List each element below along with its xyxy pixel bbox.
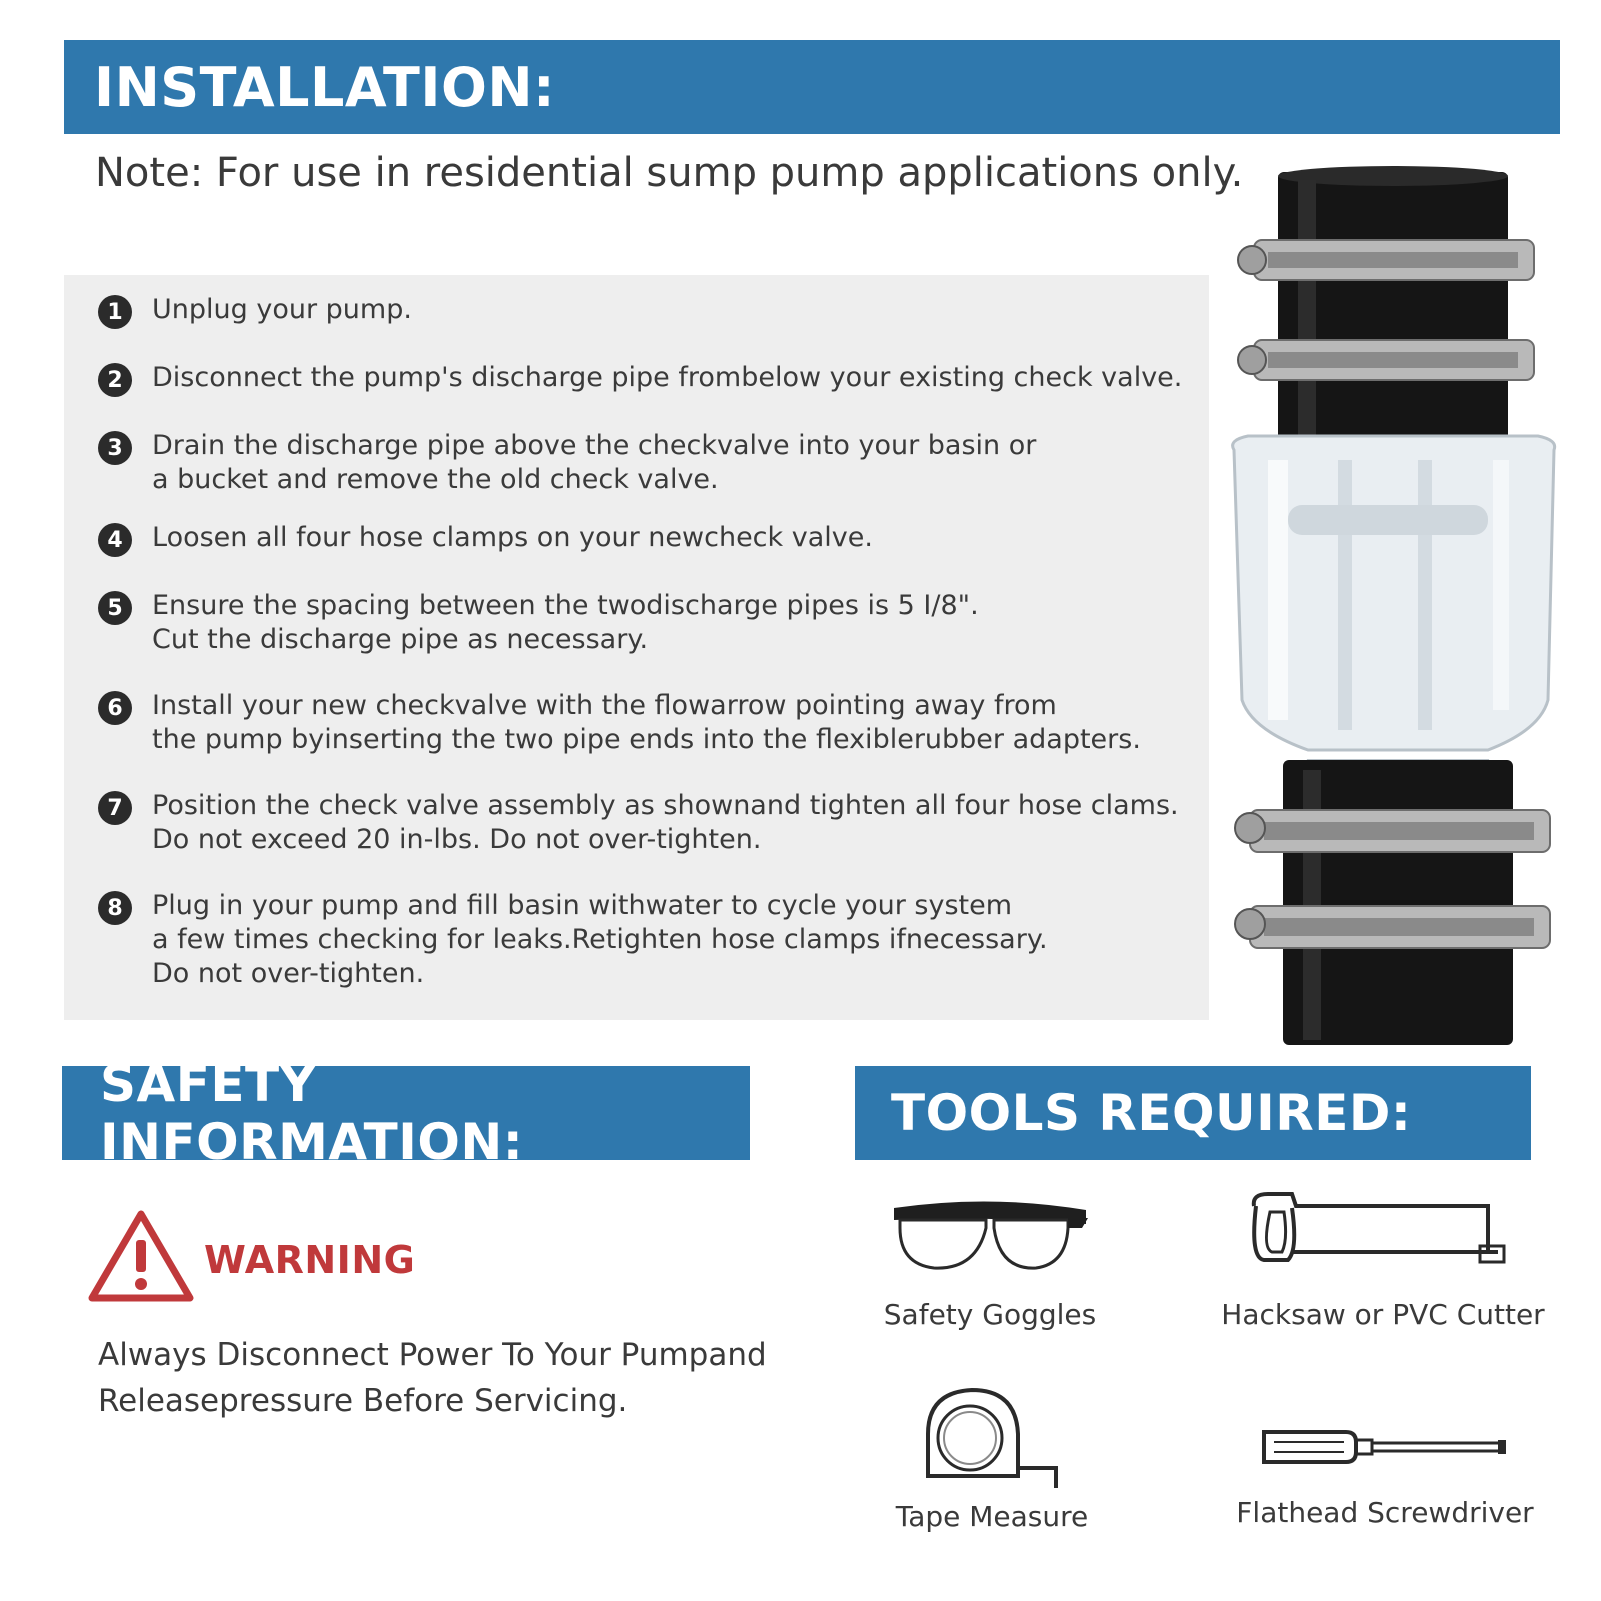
step-number-badge: 5 — [98, 591, 132, 625]
step-text — [152, 689, 1141, 757]
warning-line: Always Disconnect Power To Your Pumpand — [98, 1337, 767, 1373]
step-text — [152, 889, 1048, 991]
step-number-badge: 2 — [98, 363, 132, 397]
warning-label: WARNING — [204, 1238, 416, 1282]
step-text — [152, 361, 1182, 395]
warning-text — [98, 1332, 767, 1424]
step-number-badge: 1 — [98, 295, 132, 329]
step-line: the pump byinserting the two pipe ends into the flexiblerubber adapters. — [152, 724, 1141, 755]
step-number-badge: 6 — [98, 691, 132, 725]
warning-triangle-icon — [86, 1208, 196, 1306]
step-line: Disconnect the pump's discharge pipe frombelow your existing check valve. — [152, 362, 1183, 393]
warning-line: Releasepressure Before Servicing. — [98, 1383, 628, 1419]
installation-banner — [64, 40, 1560, 134]
step-line: a bucket and remove the old check valve. — [152, 464, 719, 495]
safety-goggles-icon — [890, 1198, 1090, 1280]
step-text — [152, 521, 873, 555]
step-number-badge: 7 — [98, 791, 132, 825]
step-item — [98, 361, 1209, 397]
tool-label-screwdriver: Flathead Screwdriver — [1236, 1496, 1534, 1529]
installation-title: INSTALLATION: — [94, 55, 556, 119]
step-line: Do not over-tighten. — [152, 958, 425, 989]
step-line: Ensure the spacing between the twodischarge pipes is 5 I/8". — [152, 590, 979, 621]
step-line: Position the check valve assembly as shownand tighten all four hose clams. — [152, 790, 1179, 821]
tool-label-tape-measure: Tape Measure — [895, 1500, 1089, 1533]
installation-note: Note: For use in residential sump pump applications only. — [95, 150, 1244, 196]
step-line: Unplug your pump. — [152, 294, 412, 325]
check-valve-product-image — [1228, 160, 1568, 1050]
step-item — [98, 889, 1209, 991]
hacksaw-icon — [1248, 1190, 1508, 1280]
step-line: Do not exceed 20 in-lbs. Do not over-tighten. — [152, 824, 762, 855]
step-line: Drain the discharge pipe above the checkvalve into your basin or — [152, 430, 1037, 461]
step-item — [98, 789, 1209, 857]
step-number-badge: 4 — [98, 523, 132, 557]
step-item — [98, 293, 1209, 329]
step-line: a few times checking for leaks.Retighten hose clamps ifnecessary. — [152, 924, 1048, 955]
step-item — [98, 589, 1209, 657]
tool-label-hacksaw: Hacksaw or PVC Cutter — [1221, 1298, 1545, 1331]
step-line: Loosen all four hose clamps on your newcheck valve. — [152, 522, 873, 553]
steps-panel — [64, 275, 1209, 1020]
step-number-badge: 8 — [98, 891, 132, 925]
step-item — [98, 429, 1209, 497]
step-text — [152, 293, 412, 327]
step-text — [152, 589, 979, 657]
safety-title: SAFETY INFORMATION: — [100, 1055, 524, 1171]
step-line: Plug in your pump and fill basin withwater to cycle your system — [152, 890, 1013, 921]
tool-label-safety-goggles: Safety Goggles — [883, 1298, 1097, 1331]
step-item — [98, 521, 1209, 557]
step-item — [98, 689, 1209, 757]
tools-title: TOOLS REQUIRED: — [891, 1084, 1412, 1142]
step-number-badge: 3 — [98, 431, 132, 465]
step-text — [152, 789, 1179, 857]
step-text — [152, 429, 1036, 497]
tape-measure-icon — [912, 1384, 1062, 1494]
step-line: Cut the discharge pipe as necessary. — [152, 624, 649, 655]
tools-banner — [855, 1066, 1531, 1160]
safety-banner — [62, 1055, 750, 1171]
screwdriver-icon — [1260, 1424, 1510, 1470]
step-line: Install your new checkvalve with the flowarrow pointing away from — [152, 690, 1057, 721]
